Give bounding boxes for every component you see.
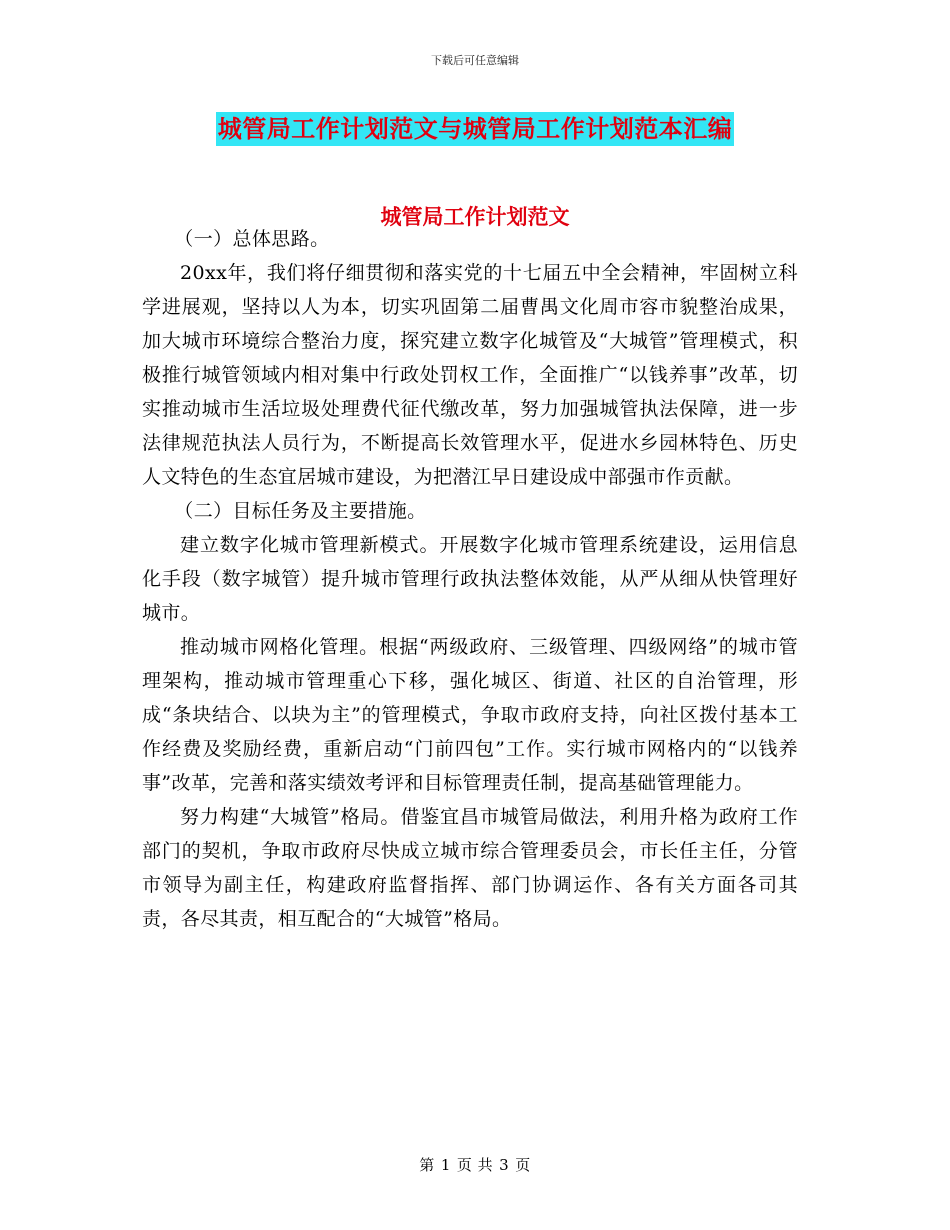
footer-prefix: 第 [419,1156,435,1174]
main-title-container [0,112,950,146]
footer-current-page: 1 [440,1156,451,1174]
footer-suffix: 页 [515,1156,531,1174]
paragraph-digital-management: 建立数字化城市管理新模式。开展数字化城市管理系统建设，运用信息化手段（数字城管）提升城市管理行政执法整体效能，从严从细从快管理好城市。 [142,534,798,624]
paragraph-grid-management: 推动城市网格化管理。根据“两级政府、三级管理、四级网络”的城市管理架构，推动城市管理重心下移，强化城区、街道、社区的自治管理，形成“条块结合、以块为主”的管理模式，争取市政府支持，向社区拨付基本工作经费及奖励经费，重新启动“门前四包”工作。实行城市网格内的“以钱养事”改革，完善和落实绩效考评和目标管理责任制，提高基础管理能力。 [142,636,798,794]
paragraph-big-urban-management: 努力构建“大城管”格局。借鉴宜昌市城管局做法，利用升格为政府工作部门的契机，争取市政府尽快成立城市综合管理委员会，市长任主任，分管市领导为副主任，构建政府监督指挥、部门协调运作、各有关方面各司其责，各尽其责，相互配合的“大城管”格局。 [142,806,798,930]
document-body [142,222,798,936]
paragraph-overall-approach: 20xx年，我们将仔细贯彻和落实党的十七届五中全会精神，牢固树立科学进展观，坚持以人为本，切实巩固第二届曹禺文化周市容市貌整治成果，加大城市环境综合整治力度，探究建立数字化城管及“大城管”管理模式，积极推行城管领域内相对集中行政处罚权工作，全面推广“以钱养事”改革，切实推动城市生活垃圾处理费代征代缴改革，努力加强城管执法保障，进一步法律规范执法人员行为，不断提高长效管理水平，促进水乡园林特色、历史人文特色的生态宜居城市建设，为把潜江早日建设成中部强市作贡献。 [142,262,798,488]
footer-middle: 页 共 [456,1156,494,1174]
paragraph-heading-targets-measures: （二）目标任务及主要措施。 [174,500,427,522]
page-footer [0,1154,950,1175]
footer-total-pages: 3 [499,1156,510,1174]
header-note: 下载后可任意编辑 [431,54,519,67]
main-title: 城管局工作计划范文与城管局工作计划范本汇编 [216,112,735,146]
section-title: 城管局工作计划范文 [380,204,570,229]
paragraph-heading-overall-approach: （一）总体思路。 [174,228,330,250]
